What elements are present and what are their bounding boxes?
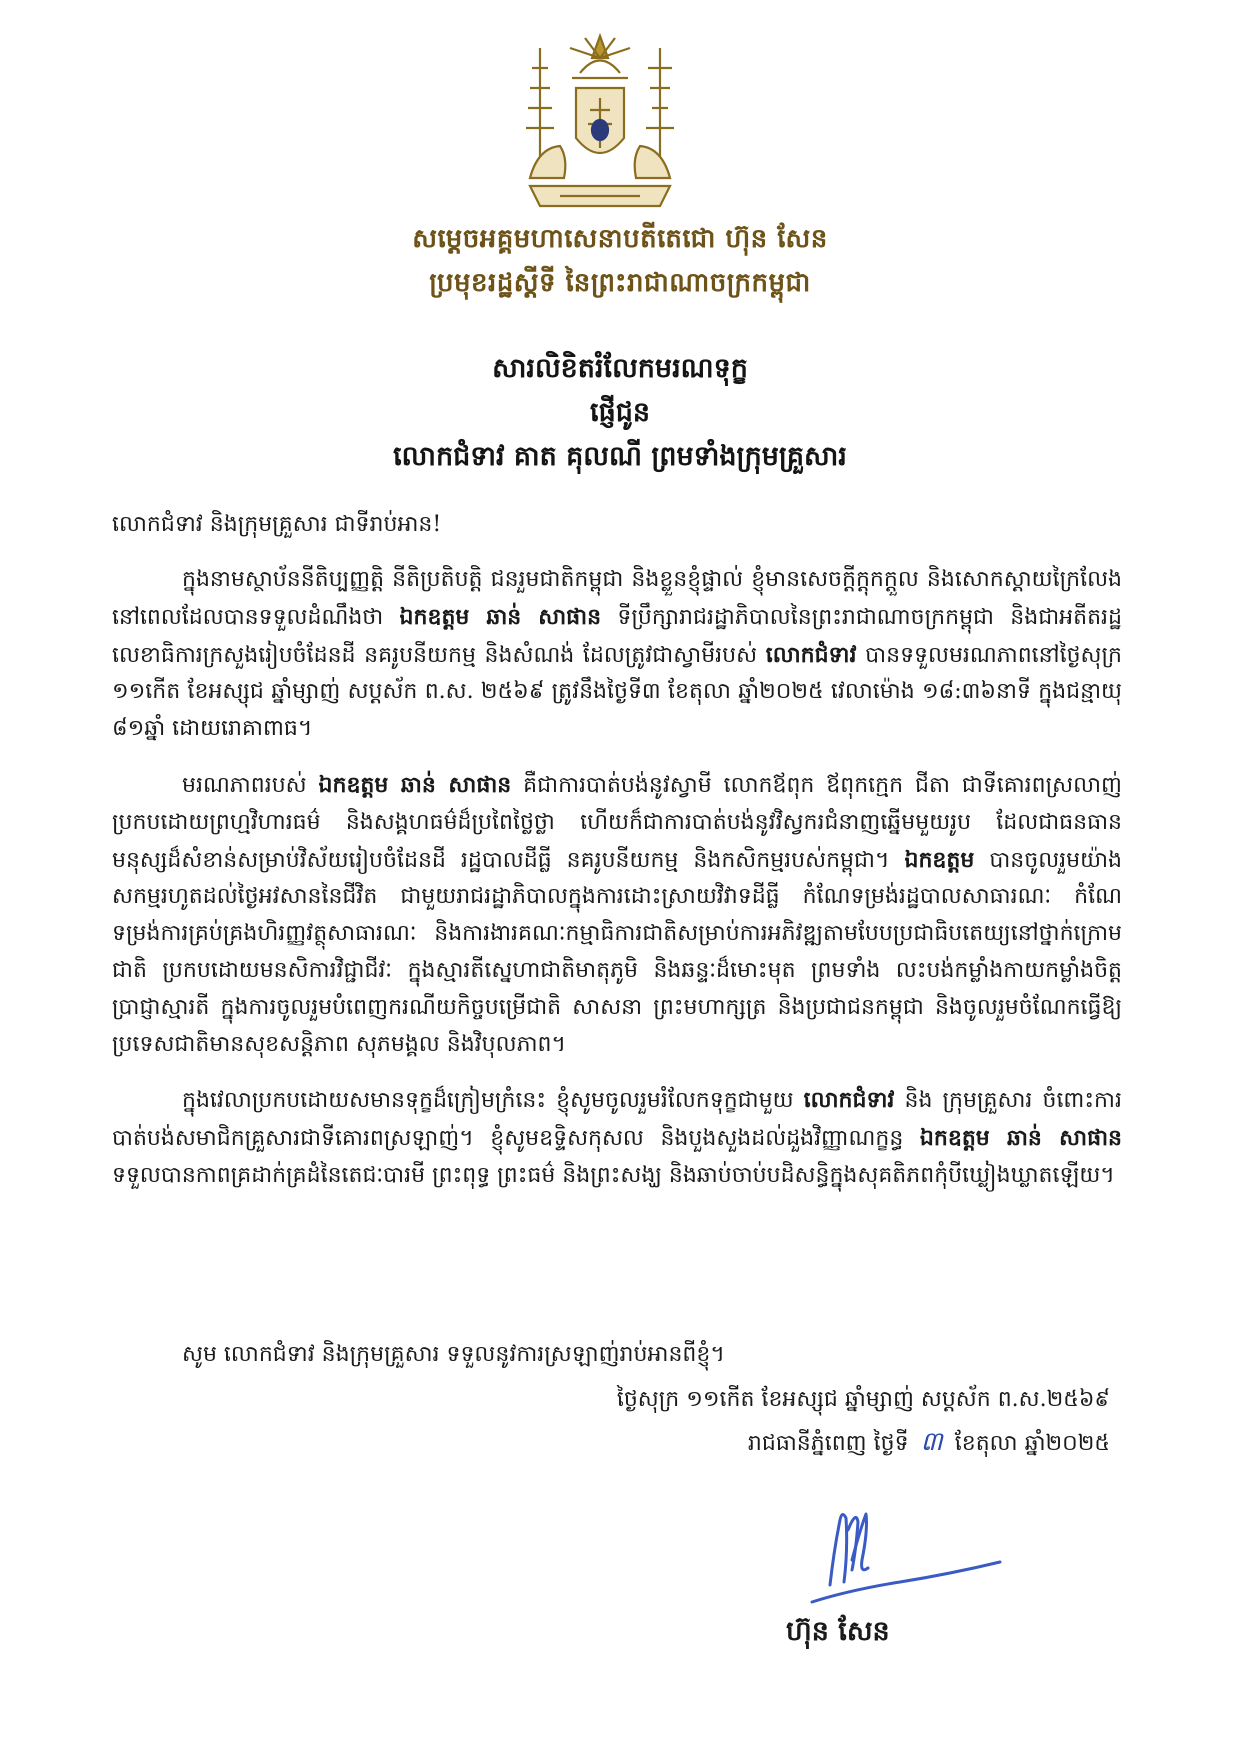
solar-date	[748, 1425, 1110, 1463]
sender-position: ប្រមុខរដ្ឋស្ដីទី នៃព្រះរាជាណាចក្រកម្ពុជា	[429, 268, 811, 298]
text-run: ទីប្រឹក្សារាជរដ្ឋាភិបាលនៃព្រះរាជាណាចក្រកម្ពុជា និងជាអតីតរដ្ឋលេខាធិការក្រសួងរៀបចំដែនដី នគរូបនីយកម្ម និងសំណង់ ដែលត្រូវជាស្វាមីរបស់	[112, 604, 1123, 668]
text-run-bold: ឯកឧត្តម ឆាន់ សាផាន	[318, 771, 512, 798]
sender-title: សម្ដេចអគ្គមហាសេនាបតីតេជោ ហ៊ុន សែន	[412, 224, 828, 254]
text-run: ទទួលបានកាពគ្រដាក់គ្រដំនៃតេជៈបារមី ព្រះពុទ្ធ ព្រះធម៌ និងព្រះសង្ឃ និងឆាប់ចាប់បដិសន្ធិក្នុងសុគតិភពកុំបីឃ្លៀងឃ្លាតឡើយ។	[112, 1162, 1115, 1188]
lunar-date: ថ្ងៃសុក្រ ១១កើត ខែអស្សុជ ឆ្នាំម្សាញ់ សប្តស័ក ព.ស.២៥៦៩	[616, 1387, 1110, 1412]
letter-recipient: លោកជំទាវ គាត គុលណី ព្រមទាំងក្រុមគ្រួសារ	[393, 441, 847, 472]
letter-title: សារលិខិតរំលែកមរណទុក្ខ	[492, 353, 748, 384]
text-run-bold: លោកជំទាវ	[803, 1087, 895, 1114]
signature-icon	[790, 1490, 1010, 1620]
text-run-bold: ឯកឧត្តម ឆាន់ សាផាន	[919, 1125, 1122, 1152]
text-run: ក្នុងវេលាប្រកបដោយសមានទុក្ខដ៏ក្រៀមក្រំនេះ ខ្ញុំសូមចូលរួមរំលែកទុក្ខជាមួយ	[182, 1088, 804, 1114]
paragraph-1	[112, 562, 1122, 748]
text-run: បានទទួលមរណភាពនៅថ្ងៃសុក្រ ១១កើត ខែអស្សុជ ឆ្នាំម្សាញ់ សប្តស័ក ព.ស. ២៥៦៩ ត្រូវនឹងថ្ងៃទី៣ ខែតុលា ឆ្នាំ២០២៥ វេលាម៉ោង ១៨:៣៦នាទី ក្នុងជន្មាយុ ៨១ឆ្នាំ ដោយរោគាពាធ។	[112, 642, 1123, 742]
text-run: គឺជាការបាត់បង់នូវស្វាមី លោកឪពុក ឪពុកក្មេក ជីតា ជាទីគោរពស្រលាញ់ប្រកបដោយព្រហ្មវិហារធម៌ និងសង្គហធម៌ដ៏ប្រពៃថ្លៃថ្លា ហើយក៏ជាការបាត់បង់នូវវិស្វករជំនាញឆ្នើមមួយរូប ដែលជាធនធានមនុស្សដ៏សំខាន់សម្រាប់វិស័យរៀបចំដែនដី រដ្ឋបាលដីធ្លី នគរូបនីយកម្ម និងកសិកម្មរបស់កម្ពុជា។	[112, 772, 1122, 873]
text-run-bold: ឯកឧត្តម ឆាន់ សាផាន	[399, 603, 602, 630]
text-run-bold: ឯកឧត្តម	[904, 846, 975, 873]
salutation: លោកជំទាវ និងក្រុមគ្រួសារ ជាទីរាប់អាន!	[112, 512, 442, 537]
text-run: ក្នុងនាមស្ថាប័ននីតិប្បញ្ញត្តិ នីតិប្រតិបត្តិ ជនរួមជាតិកម្ពុជា និងខ្លួនខ្ញុំផ្ទាល់ ខ្ញុំមានសេចក្ដីក្ដុកក្ដួល និងសោកស្ដាយក្រៃលែង នៅពេលដែលបានទទួលដំណឹងថា	[112, 567, 1122, 630]
text-run: និង ក្រុមគ្រួសារ ចំពោះការបាត់បង់សមាជិកគ្រួសារជាទីគោរពស្រឡាញ់។ ខ្ញុំសូមឧទ្ទិសកុសល និងបួងសួងដល់ដួងវិញ្ញាណក្ខន្ធ	[112, 1088, 1122, 1152]
date-day-handwritten: ៣	[920, 1427, 943, 1457]
letter-body	[112, 562, 1122, 1214]
signer-name: ហ៊ុន សែន	[786, 1616, 890, 1647]
text-run: មរណភាពរបស់	[182, 772, 319, 798]
text-run: បានចូលរួមយ៉ាងសកម្មរហូតដល់ថ្ងៃអវសាននៃជីវិត ជាមួយរាជរដ្ឋាភិបាលក្នុងការដោះស្រាយវិវាទដីធ្លី កំណែទម្រង់រដ្ឋបាលសាធារណៈ កំណែទម្រង់ការគ្រប់គ្រងហិរញ្ញវត្ថុសាធារណៈ និងការងារគណៈកម្មាធិការជាតិសម្រាប់ការអភិវឌ្ឍតាមបែបប្រជាធិបតេយ្យនៅថ្នាក់ក្រោមជាតិ ប្រកបដោយមនសិការវិជ្ជាជីវៈ ក្នុងស្មារតីស្នេហាជាតិមាតុភូមិ និងឆន្ទៈដ៏មោះមុត ព្រមទាំង លះបង់កម្លាំងកាយកម្លាំងចិត្តប្រាជ្ញាស្មារតី ក្នុងការចូលរួមបំពេញករណីយកិច្ចបម្រើជាតិ សាសនា ព្រះមហាក្សត្រ និងប្រជាជនកម្ពុជា និងចូលរួមចំណែកធ្វើឱ្យប្រទេសជាតិមានសុខសន្តិភាព សុភមង្គល និងវិបុលភាព។	[112, 847, 1122, 1057]
letter-subtitle: ផ្ញើជូន	[590, 397, 650, 428]
date-month-year: ខែតុលា ឆ្នាំ២០២៥	[954, 1431, 1110, 1456]
paragraph-2	[112, 767, 1122, 1063]
closing-line: សូម លោកជំទាវ និងក្រុមគ្រួសារ ទទួលនូវការស្រឡាញ់រាប់អានពីខ្ញុំ។	[182, 1342, 725, 1367]
date-place: រាជធានីភ្នំពេញ ថ្ងៃទី	[747, 1431, 909, 1456]
royal-emblem-icon	[510, 28, 690, 218]
paragraph-3	[112, 1082, 1122, 1194]
text-run-bold: លោកជំទាវ	[765, 641, 857, 668]
